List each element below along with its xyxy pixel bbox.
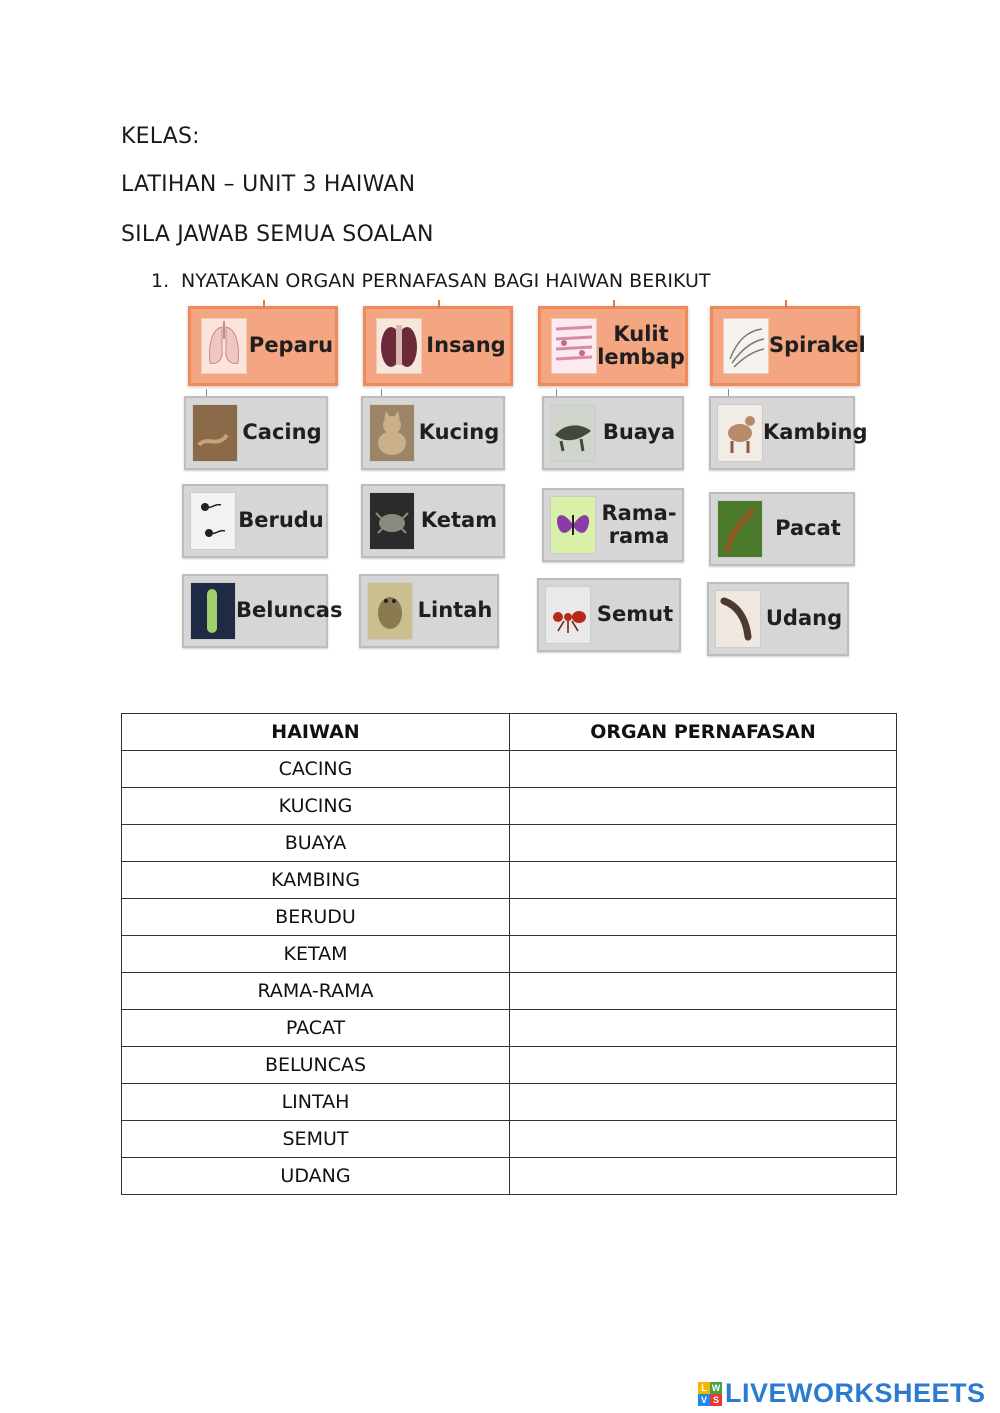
table-row	[122, 788, 897, 825]
animal-cell: SEMUT	[122, 1121, 510, 1158]
animal-label: Semut	[596, 602, 674, 627]
table-row	[122, 1158, 897, 1195]
moist-skin-icon	[551, 318, 597, 374]
organ-label: Insang	[426, 333, 506, 358]
answer-cell[interactable]	[510, 973, 897, 1010]
question-number: 1.	[151, 270, 170, 292]
animal-label: Kambing	[763, 420, 868, 445]
animal-cell: CACING	[122, 751, 510, 788]
animal-label: Lintah	[417, 598, 493, 623]
table-row	[122, 862, 897, 899]
answer-cell[interactable]	[510, 1084, 897, 1121]
animal-card-pacat	[709, 492, 855, 566]
animal-cell: RAMA-RAMA	[122, 973, 510, 1010]
table-row	[122, 825, 897, 862]
organ-card-insang	[363, 306, 513, 386]
header-haiwan: HAIWAN	[122, 714, 510, 751]
crab-icon	[369, 492, 415, 550]
answer-cell[interactable]	[510, 1158, 897, 1195]
earthworm-icon	[192, 404, 238, 462]
animal-card-udang	[707, 582, 849, 656]
animal-label: Rama- rama	[601, 500, 677, 548]
animal-card-lintah	[359, 574, 499, 648]
animal-label: Udang	[765, 606, 843, 631]
liveworksheets-logo-icon: L W V S	[698, 1382, 722, 1406]
answer-cell[interactable]	[510, 1121, 897, 1158]
answer-cell[interactable]	[510, 788, 897, 825]
animal-card-kambing	[709, 396, 868, 470]
answer-cell[interactable]	[510, 751, 897, 788]
table-row	[122, 1121, 897, 1158]
table-row	[122, 751, 897, 788]
answer-cell[interactable]	[510, 862, 897, 899]
table-row	[122, 973, 897, 1010]
gills-icon	[376, 318, 422, 374]
animal-card-beluncas	[182, 574, 343, 648]
organ-label: Kulit lembap	[597, 321, 685, 369]
animal-card-ketam	[361, 484, 505, 558]
cat-icon	[369, 404, 415, 462]
animal-label: Kucing	[418, 420, 500, 445]
animal-label: Ketam	[420, 508, 498, 533]
table-row	[122, 936, 897, 973]
animal-cell: KUCING	[122, 788, 510, 825]
animal-card-kucing	[361, 396, 505, 470]
crocodile-icon	[550, 404, 596, 462]
answer-cell[interactable]	[510, 899, 897, 936]
animal-label: Cacing	[242, 420, 322, 445]
liveworksheets-brand	[698, 1378, 986, 1409]
exercise-title: LATIHAN – UNIT 3 HAIWAN	[121, 172, 416, 197]
lungs-icon	[201, 318, 247, 374]
goat-icon	[717, 404, 763, 462]
animal-cell: UDANG	[122, 1158, 510, 1195]
animal-label: Beluncas	[236, 598, 343, 623]
animal-label: Berudu	[238, 508, 324, 533]
animal-label: Pacat	[775, 516, 841, 541]
animal-cell: KETAM	[122, 936, 510, 973]
spiracle-icon	[723, 318, 769, 374]
header-organ-pernafasan: ORGAN PERNAFASAN	[510, 714, 897, 751]
animal-cell: BELUNCAS	[122, 1047, 510, 1084]
frog-leech-icon	[367, 582, 413, 640]
respiratory-organ-diagram	[180, 298, 870, 663]
question-1	[151, 270, 710, 292]
tadpole-icon	[190, 492, 236, 550]
brand-name: LIVEWORKSHEETS	[725, 1378, 986, 1408]
organ-card-kulit-lembap	[538, 306, 688, 386]
class-label: KELAS:	[121, 124, 200, 149]
animal-cell: BERUDU	[122, 899, 510, 936]
answer-cell[interactable]	[510, 1047, 897, 1084]
animal-card-berudu	[182, 484, 328, 558]
animal-cell: PACAT	[122, 1010, 510, 1047]
answer-cell[interactable]	[510, 936, 897, 973]
answer-cell[interactable]	[510, 825, 897, 862]
table-row	[122, 1010, 897, 1047]
table-header-row	[122, 714, 897, 751]
instruction-text: SILA JAWAB SEMUA SOALAN	[121, 222, 434, 247]
organ-label: Spirakel	[769, 333, 866, 358]
butterfly-icon	[550, 496, 596, 554]
leech-icon	[717, 500, 763, 558]
organ-card-spirakel	[710, 306, 866, 386]
table-row	[122, 1047, 897, 1084]
organ-card-peparu	[188, 306, 338, 386]
question-text: NYATAKAN ORGAN PERNAFASAN BAGI HAIWAN BERIKUT	[181, 270, 711, 292]
shrimp-icon	[715, 590, 761, 648]
animal-card-buaya	[542, 396, 684, 470]
animal-card-cacing	[184, 396, 328, 470]
organ-label: Peparu	[248, 333, 334, 358]
table-row	[122, 899, 897, 936]
caterpillar-icon	[190, 582, 236, 640]
answer-table	[121, 713, 897, 1195]
animal-cell: KAMBING	[122, 862, 510, 899]
animal-card-rama-rama	[542, 488, 684, 562]
animal-label: Buaya	[602, 420, 676, 445]
answer-cell[interactable]	[510, 1010, 897, 1047]
animal-cell: BUAYA	[122, 825, 510, 862]
animal-cell: LINTAH	[122, 1084, 510, 1121]
table-row	[122, 1084, 897, 1121]
animal-card-semut	[537, 578, 681, 652]
ant-icon	[545, 586, 591, 644]
